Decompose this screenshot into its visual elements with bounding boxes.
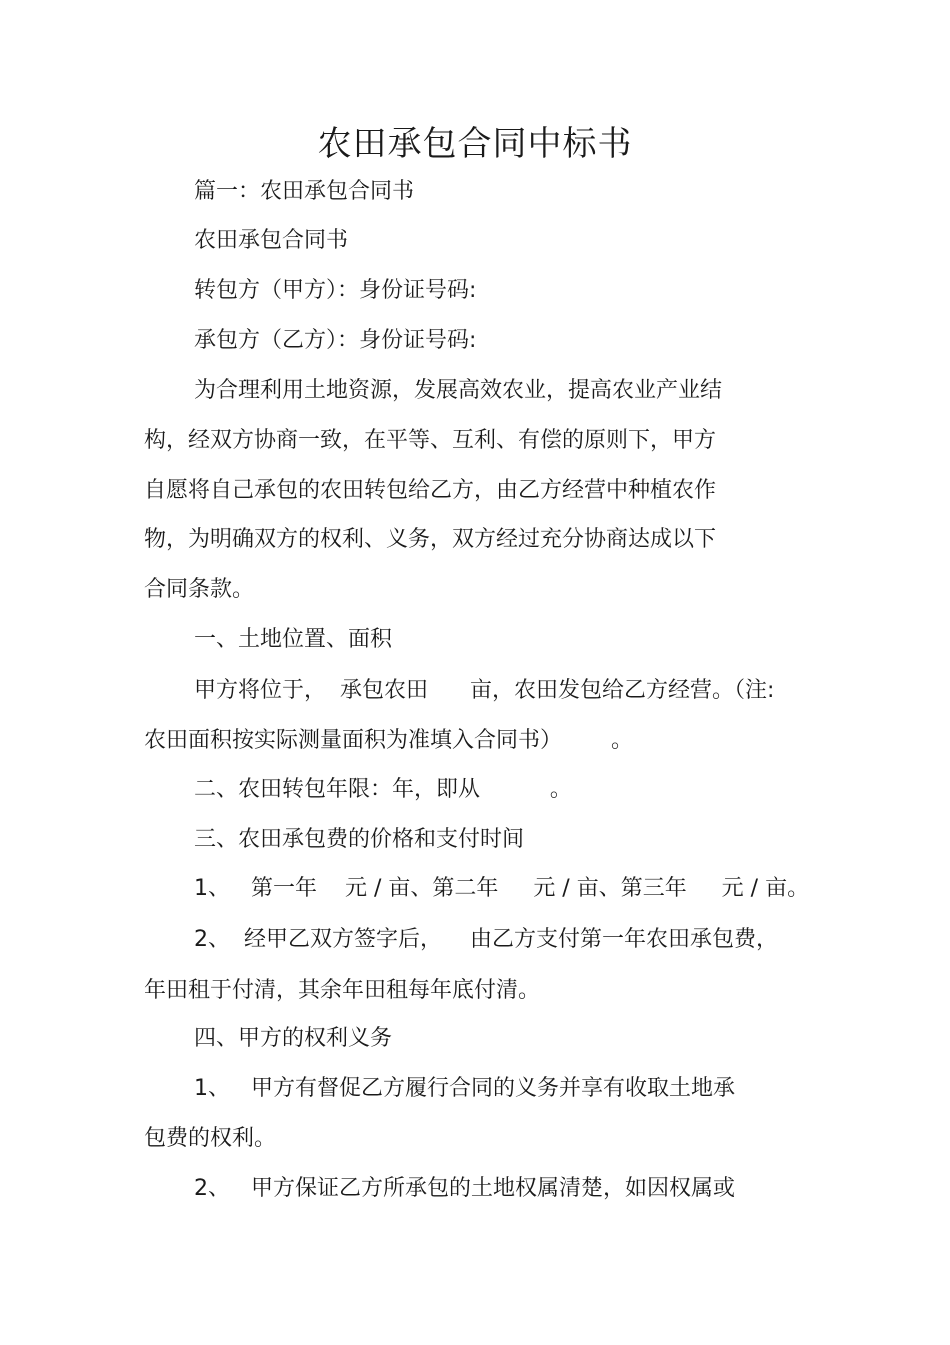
paragraph-line: 2、 甲方保证乙方所承包的土地权属清楚，如因权属或 — [194, 1176, 735, 1201]
paragraph-line: 包费的权利。 — [144, 1126, 277, 1151]
paragraph-line: 转包方（甲方）：身份证号码: — [194, 278, 477, 303]
paragraph-line: 为合理利用土地资源，发展高效农业，提高农业产业结 — [194, 378, 723, 403]
paragraph-line: 构，经双方协商一致，在平等、互利、有偿的原则下，甲方 — [144, 428, 717, 453]
paragraph-line: 自愿将自己承包的农田转包给乙方，由乙方经营中种植农作 — [144, 478, 717, 503]
document-title: 农田承包合同中标书 — [317, 124, 633, 164]
section-heading: 四、甲方的权利义务 — [194, 1026, 393, 1051]
paragraph-line: 2、 经甲乙双方签字后， 由乙方支付第一年农田承包费， — [194, 927, 778, 952]
paragraph-line: 合同条款。 — [144, 577, 255, 602]
paragraph-line: 1、 甲方有督促乙方履行合同的义务并享有收取土地承 — [194, 1076, 735, 1101]
paragraph-line: 农田承包合同书 — [194, 228, 349, 253]
paragraph-line: 1、 第一年 元 / 亩、第二年 元 / 亩、第三年 元 / 亩。 — [194, 876, 810, 901]
paragraph-line: 农田面积按实际测量面积为准填入合同书） 。 — [144, 728, 633, 753]
section-heading: 篇一：农田承包合同书 — [194, 179, 415, 204]
section-heading: 二、农田转包年限：年，即从 。 — [194, 777, 572, 802]
paragraph-line: 甲方将位于， 承包农田 亩，农田发包给乙方经营。（注: — [194, 678, 775, 703]
section-heading: 三、农田承包费的价格和支付时间 — [194, 827, 525, 852]
section-heading: 一、土地位置、面积 — [194, 627, 393, 652]
paragraph-line: 承包方（乙方）：身份证号码: — [194, 328, 477, 353]
paragraph-line: 物，为明确双方的权利、义务，双方经过充分协商达成以下 — [144, 527, 717, 552]
paragraph-line: 年田租于付清，其余年田租每年底付清。 — [144, 978, 541, 1003]
